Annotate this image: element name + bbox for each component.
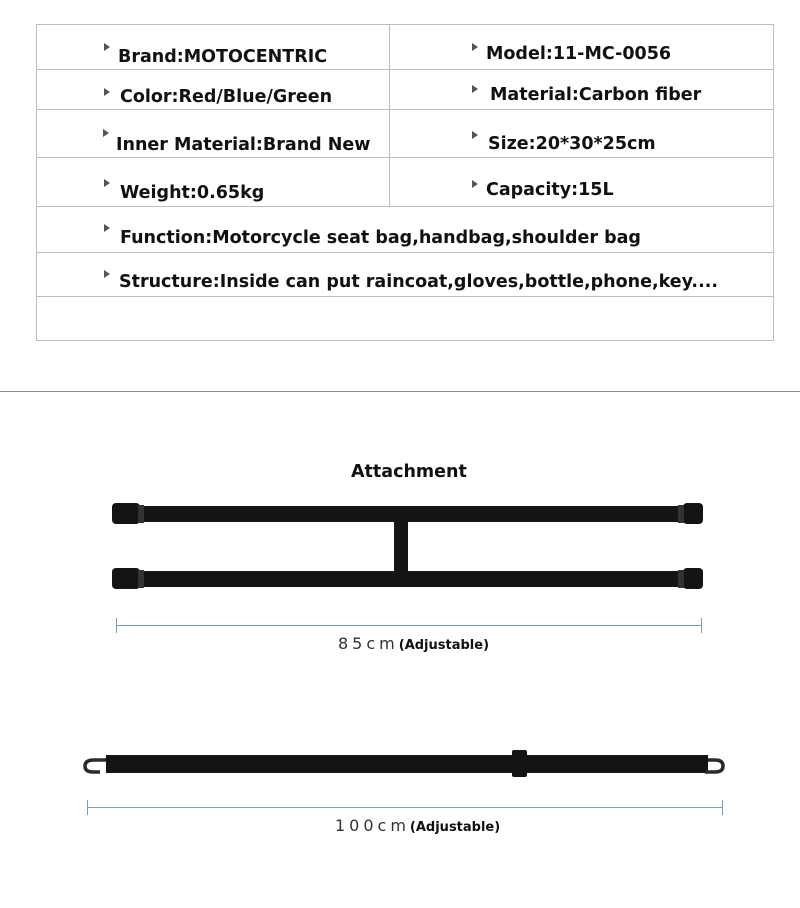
- buckle-icon: [683, 503, 703, 524]
- measure-cap-right: [722, 800, 723, 815]
- buckle-slot: [678, 570, 684, 588]
- spec-structure: Structure:Inside can put raincoat,gloves,bottle,phone,key....: [119, 272, 719, 292]
- spec-weight: Weight:0.65kg: [120, 183, 265, 203]
- buckle-icon: [112, 568, 140, 589]
- buckle-slot: [138, 570, 144, 588]
- strap-adjuster: [512, 750, 527, 777]
- lower-strap: [120, 571, 702, 587]
- measure-cap-left: [87, 800, 88, 815]
- strap-connector: [394, 506, 408, 587]
- spec-inner-material: Inner Material:Brand New: [116, 135, 371, 155]
- strap2-dimension: [335, 816, 500, 835]
- seat-strap-set-image: [112, 503, 703, 589]
- attachment-title: Attachment: [351, 462, 467, 482]
- spec-capacity: Capacity:15L: [486, 180, 614, 200]
- spec-model: Model:11-MC-0056: [486, 44, 672, 64]
- strap1-length: 85cm: [338, 634, 399, 653]
- spec-color: Color:Red/Blue/Green: [120, 87, 333, 107]
- left-hook-icon: [85, 760, 106, 772]
- upper-strap: [120, 506, 702, 522]
- buckle-slot: [678, 505, 684, 523]
- strap1-adjustable: (Adjustable): [398, 638, 490, 653]
- strap1-dimension: [338, 634, 489, 653]
- measure-line-85: [116, 625, 702, 626]
- spec-size: Size:20*30*25cm: [488, 134, 656, 154]
- buckle-icon: [112, 503, 140, 524]
- spec-function: Function:Motorcycle seat bag,handbag,shoulder bag: [120, 228, 641, 248]
- buckle-slot: [138, 505, 144, 523]
- strap2-length: 100cm: [335, 816, 410, 835]
- shoulder-strap: [116, 755, 698, 773]
- strap2-adjustable: (Adjustable): [409, 820, 501, 835]
- spec-material: Material:Carbon fiber: [490, 85, 702, 105]
- hook-connector: [106, 755, 120, 773]
- measure-line-100: [87, 807, 723, 808]
- spec-brand: Brand:MOTOCENTRIC: [118, 47, 328, 67]
- measure-cap-left: [116, 618, 117, 633]
- buckle-icon: [683, 568, 703, 589]
- measure-cap-right: [701, 618, 702, 633]
- shoulder-strap-image: [85, 750, 723, 777]
